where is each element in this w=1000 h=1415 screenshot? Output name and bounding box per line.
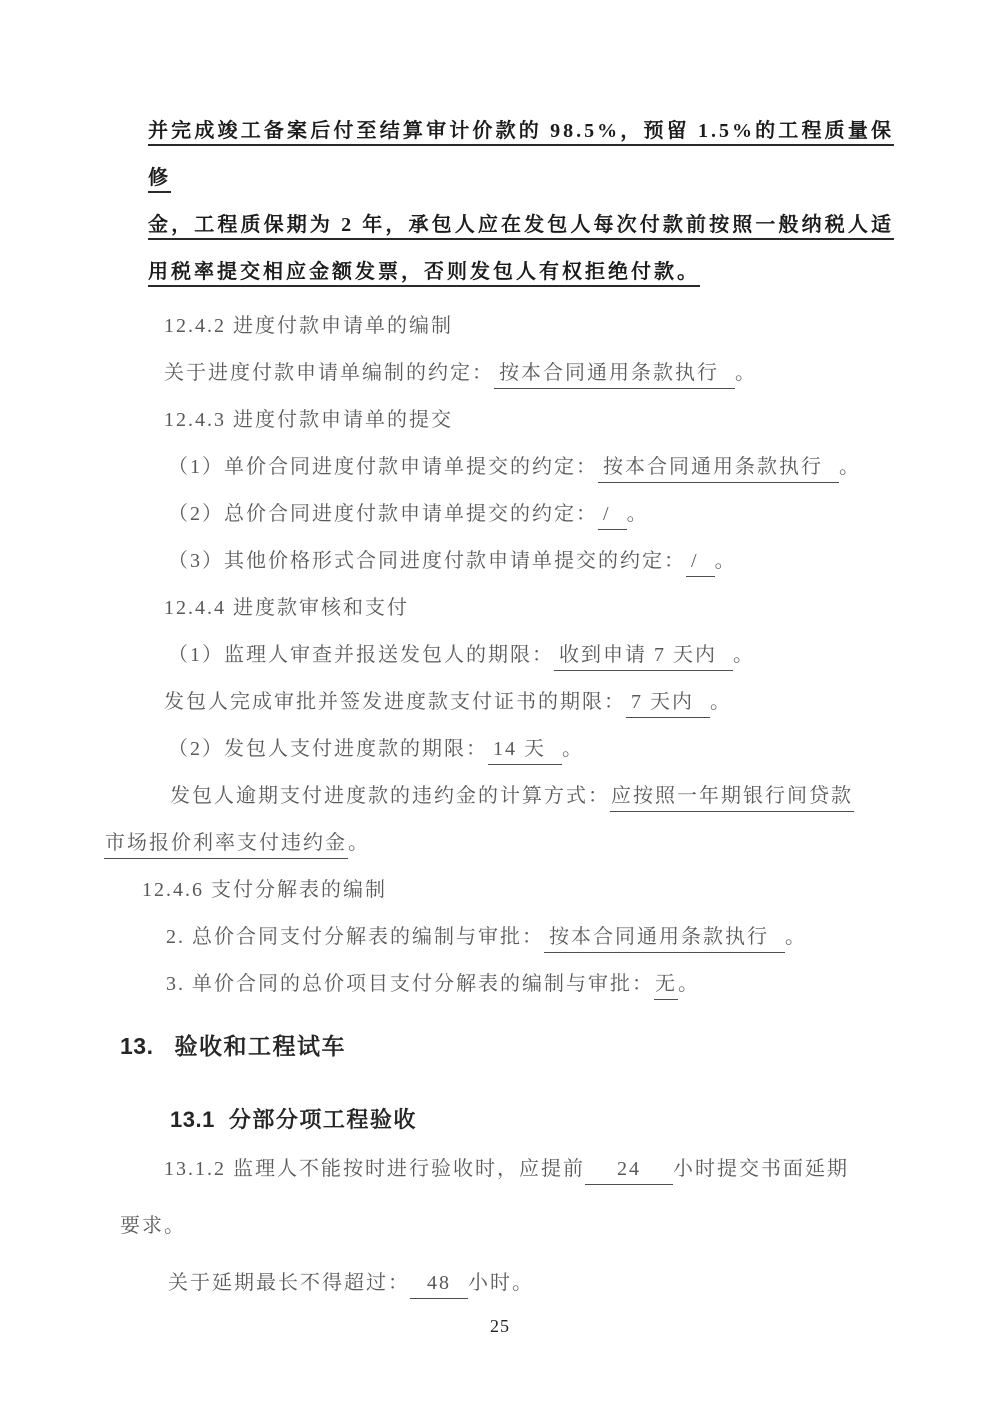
section-13-1-subheading	[170, 1104, 894, 1135]
clause-title-text: 12.4.2 进度付款申请单的编制	[164, 315, 453, 337]
answer-blank: /	[598, 501, 627, 530]
answer-blank: 按本合同通用条款执行	[598, 454, 839, 483]
answer-blank: 按本合同通用条款执行	[494, 360, 735, 389]
clause-text: （2）发包人支付进度款的期限：	[168, 738, 488, 760]
answer-blank: 收到申请 7 天内	[554, 642, 733, 671]
line-employer-approval-deadline	[164, 679, 894, 726]
clause-text: 。	[348, 832, 370, 854]
answer-blank: 市场报价利率支付违约金	[104, 830, 348, 859]
answer-blank: 按本合同通用条款执行	[544, 924, 785, 953]
line-application-compilation-agreement	[164, 350, 894, 397]
answer-blank: 24	[585, 1156, 673, 1185]
filled-contract-text: 金，工程质保期为 2 年，承包人应在发包人每次付款前按照一般纳税人适	[148, 214, 894, 236]
line-inspection-delay-notice-wrap	[120, 1198, 894, 1255]
clause-text: 要求。	[120, 1215, 186, 1237]
line-overdue-penalty-method-wrap	[104, 820, 894, 867]
clause-text: 小时。	[468, 1272, 534, 1294]
answer-blank: 7 天内	[626, 689, 710, 718]
line-unit-price-submission	[168, 444, 894, 491]
answer-blank: /	[686, 548, 715, 577]
page-number: 25	[490, 1316, 510, 1336]
line-max-delay-limit	[168, 1255, 894, 1312]
line-overdue-penalty-method	[170, 773, 894, 820]
clause-text: 。	[714, 550, 737, 572]
clause-text: 。	[626, 503, 649, 525]
clause-text: （2）总价合同进度付款申请单提交的约定：	[168, 503, 598, 525]
clause-text: 13.1.2 监理人不能按时进行验收时，应提前	[164, 1158, 585, 1180]
filled-contract-text: 用税率提交相应金额发票，否则发包人有权拒绝付款。	[148, 261, 700, 283]
section-number: 13.	[120, 1033, 154, 1059]
clause-12-4-4-title	[164, 585, 894, 632]
line-lump-sum-submission	[168, 491, 894, 538]
section-title: 验收和工程试车	[174, 1033, 346, 1059]
filled-contract-text: 并完成竣工备案后付至结算审计价款的 98.5%，预留 1.5%的工程质量保修	[148, 120, 894, 189]
clause-title-text: 12.4.3 进度付款申请单的提交	[164, 409, 453, 431]
clause-text: 。	[839, 456, 861, 478]
clause-text: 。	[733, 644, 755, 666]
clause-12-4-6-title	[142, 867, 894, 914]
clause-title-text: 12.4.6 支付分解表的编制	[142, 879, 387, 901]
clause-text: 发包人完成审批并签发进度款支付证书的期限：	[164, 691, 626, 713]
answer-blank: 无	[654, 971, 678, 1000]
line-inspection-delay-notice	[164, 1141, 894, 1198]
clause-12-4-3-title	[164, 397, 894, 444]
answer-blank: 应按照一年期银行间贷款	[610, 783, 854, 812]
acceptance-clauses	[104, 1141, 894, 1312]
clause-text: （1）单价合同进度付款申请单提交的约定：	[168, 456, 598, 478]
line-unit-price-breakdown-approval	[166, 961, 894, 1008]
line-employer-payment-deadline	[168, 726, 894, 773]
subsection-title: 分部分项工程验收	[228, 1107, 417, 1132]
document-content	[104, 108, 894, 1312]
answer-blank: 48	[410, 1270, 468, 1299]
clause-12-4-1-continuation-paragraph	[148, 108, 894, 296]
subsection-number: 13.1	[170, 1107, 215, 1132]
clauses-12-4	[104, 303, 894, 1008]
clause-text: （3）其他价格形式合同进度付款申请单提交的约定：	[168, 550, 686, 572]
clause-text: 。	[785, 926, 807, 948]
clause-text: 。	[678, 973, 700, 995]
line-supervisor-review-deadline	[168, 632, 894, 679]
clause-text: 3. 单价合同的总价项目支付分解表的编制与审批：	[166, 973, 654, 995]
continuation-line	[148, 108, 894, 202]
clause-text: （1）监理人审查并报送发包人的期限：	[168, 644, 554, 666]
line-other-price-form-submission	[168, 538, 894, 585]
clause-text: 关于进度付款申请单编制的约定：	[164, 362, 494, 384]
clause-12-4-2-title	[164, 303, 894, 350]
line-lump-sum-breakdown-approval	[166, 914, 894, 961]
clause-title-text: 12.4.4 进度款审核和支付	[164, 597, 409, 619]
clause-text: 关于延期最长不得超过：	[168, 1272, 410, 1294]
clause-text: 小时提交书面延期	[673, 1158, 849, 1180]
clause-text: 。	[735, 362, 757, 384]
clause-text: 2. 总价合同支付分解表的编制与审批：	[166, 926, 544, 948]
clause-text: 。	[710, 691, 732, 713]
continuation-line	[148, 202, 894, 249]
answer-blank: 14 天	[488, 736, 562, 765]
clause-text: 。	[562, 738, 584, 760]
continuation-line	[148, 249, 894, 296]
clause-text: 发包人逾期支付进度款的违约金的计算方式：	[170, 785, 610, 807]
section-13-heading	[120, 1031, 894, 1062]
